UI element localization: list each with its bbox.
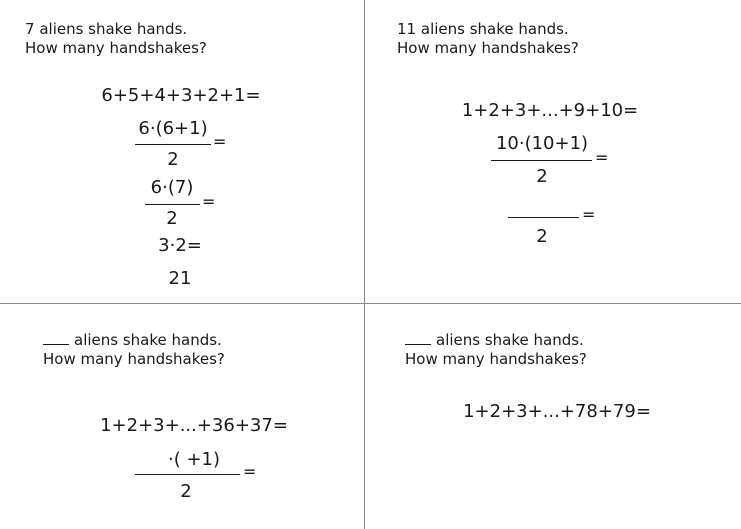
fraction-bar (145, 204, 200, 205)
sum-expression: 1+2+3+...+78+79= (463, 401, 651, 422)
fraction-bar (491, 160, 592, 161)
equals-sign: = (582, 205, 596, 224)
alien-count-blank[interactable] (405, 332, 431, 345)
horizontal-divider (0, 303, 741, 304)
fraction-bar (135, 144, 211, 145)
vertical-divider (364, 0, 365, 529)
equals-sign: = (213, 132, 227, 151)
denominator: 2 (536, 166, 548, 187)
alien-count-blank[interactable] (43, 332, 69, 345)
alien-count: 7 (25, 20, 35, 38)
question-line-1: 7 aliens shake hands. (25, 20, 188, 38)
question-line-1: aliens shake hands. (43, 331, 222, 350)
alien-count: 11 (397, 20, 417, 38)
sum-expression: 1+2+3+...+36+37= (100, 415, 288, 436)
fraction-bar (508, 217, 579, 218)
numerator: ·( +1) (167, 449, 221, 470)
equals-sign: = (595, 148, 609, 167)
denominator: 2 (166, 208, 178, 229)
numerator: 10·(10+1) (495, 133, 589, 154)
equals-sign: = (243, 462, 257, 481)
question-line-2: How many handshakes? (43, 350, 225, 368)
denominator: 2 (180, 481, 192, 502)
numerator: 6·(6+1) (138, 118, 208, 139)
numerator: 6·(7) (150, 177, 194, 198)
fraction-bar (135, 474, 240, 475)
question-line-1: 11 aliens shake hands. (397, 20, 569, 38)
sum-expression: 6+5+4+3+2+1= (101, 85, 261, 106)
product-expression: 3·2= (158, 235, 202, 256)
question-line-1: aliens shake hands. (405, 331, 584, 350)
question-line-2: How many handshakes? (405, 350, 587, 368)
sum-expression: 1+2+3+...+9+10= (461, 100, 639, 121)
question-line-2: How many handshakes? (25, 39, 207, 57)
denominator: 2 (167, 149, 179, 170)
equals-sign: = (202, 192, 216, 211)
denominator: 2 (536, 226, 548, 247)
answer: 21 (168, 268, 192, 289)
question-line-2: How many handshakes? (397, 39, 579, 57)
